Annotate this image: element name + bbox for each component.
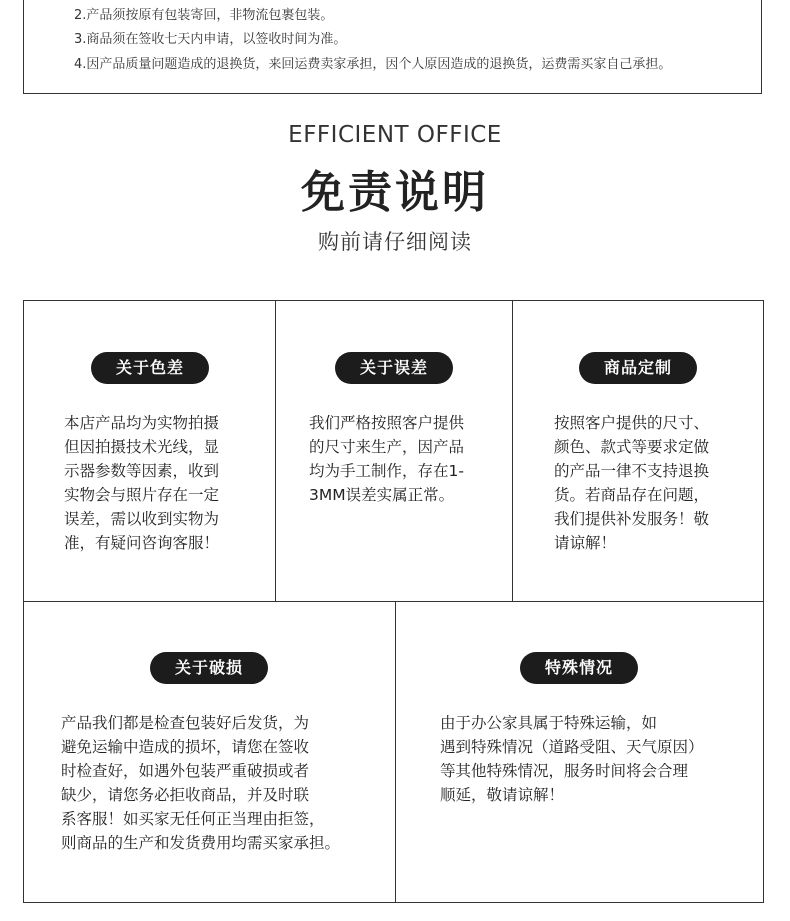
policy-line-3: 3.商品须在签收七天内申请，以签收时间为准。 bbox=[74, 32, 347, 47]
cell-title-badge: 关于破损 bbox=[150, 652, 268, 684]
policy-line-2: 2.产品须按原有包装寄回，非物流包裹包装。 bbox=[74, 8, 334, 23]
cell-text: 产品我们都是检查包装好后发货，为 避免运输中造成的损坏，请您在签收 时检查好，如遇外包装严重破损或者 缺少，请您务必拒收商品，并及时联 系客服！如买家无任何正当理由拒签， 则商品的生产和发货费用均需买家承担。 bbox=[61, 714, 341, 852]
grid-divider bbox=[512, 301, 513, 601]
heading-title: 免责说明 bbox=[301, 167, 489, 218]
cell-text: 由于办公家具属于特殊运输，如 遇到特殊情况（道路受阻、天气原因） 等其他特殊情况，服务时间将会合理 顺延，敬请谅解！ bbox=[440, 714, 704, 804]
cell-text: 我们严格按照客户提供 的尺寸来生产，因产品 均为手工制作，存在1- 3MM误差实属正常。 bbox=[309, 414, 465, 504]
heading-subtitle: 购前请仔细阅读 bbox=[318, 230, 472, 254]
grid-divider bbox=[395, 601, 396, 903]
grid-divider bbox=[24, 601, 763, 602]
cell-title-badge: 关于误差 bbox=[335, 352, 453, 384]
return-policy-box bbox=[23, 0, 762, 94]
policy-line-4: 4.因产品质量问题造成的退换货，来回运费卖家承担，因个人原因造成的退换货，运费需买家自己承担。 bbox=[74, 57, 672, 72]
disclaimer-grid bbox=[23, 300, 764, 903]
cell-title-badge: 特殊情况 bbox=[520, 652, 638, 684]
grid-divider bbox=[275, 301, 276, 601]
cell-text: 按照客户提供的尺寸、 颜色、款式等要求定做 的产品一律不支持退换 货。若商品存在问题， 我们提供补发服务！敬 请谅解！ bbox=[554, 414, 710, 552]
cell-title-badge: 关于色差 bbox=[91, 352, 209, 384]
cell-title-badge: 商品定制 bbox=[579, 352, 697, 384]
cell-text: 本店产品均为实物拍摄 但因拍摄技术光线，显 示器参数等因素，收到 实物会与照片存在一定 误差，需以收到实物为 准，有疑问咨询客服！ bbox=[64, 414, 220, 552]
heading-english: EFFICIENT OFFICE bbox=[288, 122, 502, 148]
